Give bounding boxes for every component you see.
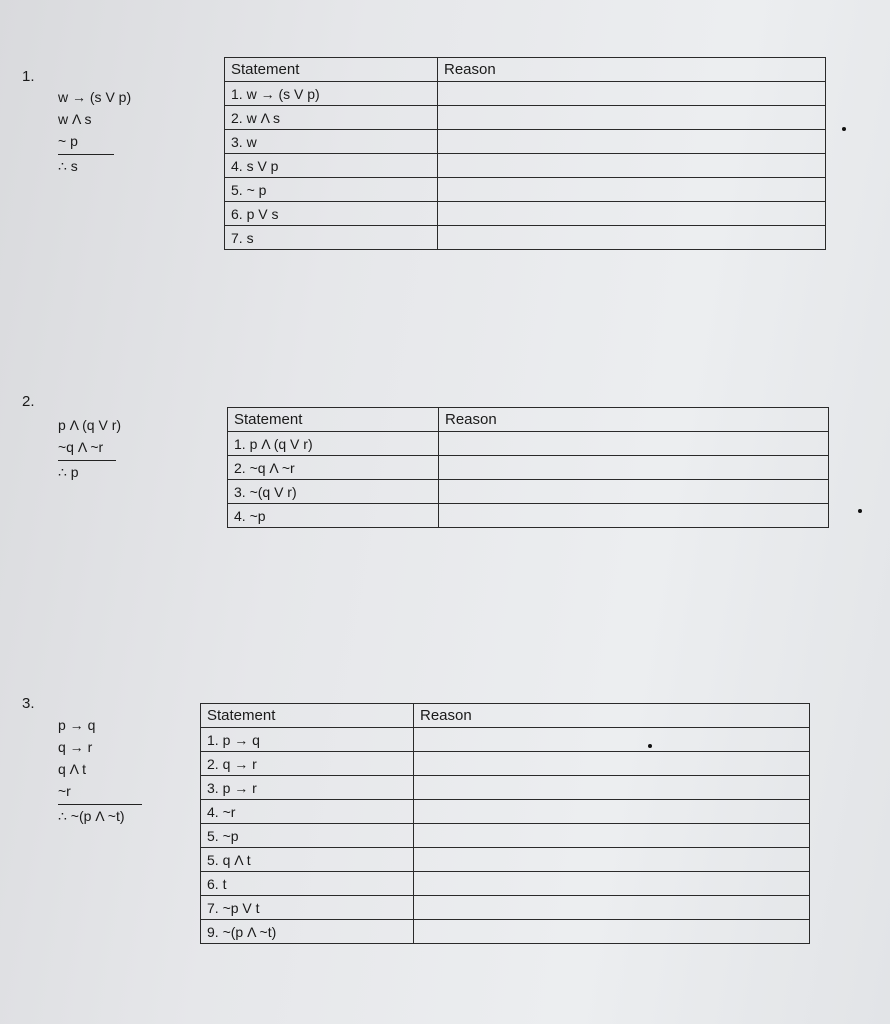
reason-cell[interactable]	[439, 504, 829, 528]
reason-cell[interactable]	[439, 456, 829, 480]
statement-cell: 1. p → q	[201, 728, 414, 752]
statement-cell: 3. w	[225, 130, 438, 154]
statement-cell: 6. t	[201, 872, 414, 896]
premise: q → r	[58, 739, 93, 755]
header-row	[228, 408, 829, 432]
statement-cell: 6. p V s	[225, 202, 438, 226]
reason-cell[interactable]	[414, 896, 810, 920]
table-row	[225, 106, 826, 130]
reason-cell[interactable]	[414, 848, 810, 872]
table-row	[201, 752, 810, 776]
proof-table	[224, 57, 826, 250]
reason-cell[interactable]	[414, 776, 810, 800]
table-row	[225, 130, 826, 154]
reason-cell[interactable]	[439, 480, 829, 504]
table-row	[228, 504, 829, 528]
stray-dot	[842, 127, 846, 131]
reason-header: Reason	[439, 408, 829, 432]
statement-cell: 7. ~p V t	[201, 896, 414, 920]
statement-cell: 2. w Λ s	[225, 106, 438, 130]
premises	[58, 714, 142, 827]
statement-cell: 5. q Λ t	[201, 848, 414, 872]
premise: ~r	[58, 783, 71, 799]
reason-cell[interactable]	[438, 106, 826, 130]
header-row	[225, 58, 826, 82]
reason-cell[interactable]	[438, 178, 826, 202]
stray-dot	[858, 509, 862, 513]
statement-cell: 2. ~q Λ ~r	[228, 456, 439, 480]
statement-cell: 7. s	[225, 226, 438, 250]
reason-cell[interactable]	[414, 872, 810, 896]
proof-table	[227, 407, 829, 528]
statement-cell: 3. p → r	[201, 776, 414, 800]
reason-cell[interactable]	[438, 154, 826, 178]
reason-cell[interactable]	[438, 226, 826, 250]
statement-cell: 1. w → (s V p)	[225, 82, 438, 106]
statement-header: Statement	[201, 704, 414, 728]
table-row	[201, 896, 810, 920]
table-row	[228, 432, 829, 456]
problem-number: 3.	[22, 695, 35, 712]
premise: p → q	[58, 717, 96, 733]
table-row	[228, 480, 829, 504]
statement-cell: 4. ~r	[201, 800, 414, 824]
problem-number: 2.	[22, 393, 35, 410]
table-row	[225, 226, 826, 250]
premise: w Λ s	[58, 111, 92, 127]
reason-cell[interactable]	[414, 752, 810, 776]
reason-cell[interactable]	[414, 920, 810, 944]
problem-number: 1.	[22, 68, 35, 85]
statement-cell: 1. p Λ (q V r)	[228, 432, 439, 456]
premises	[58, 86, 131, 177]
table-row	[225, 178, 826, 202]
statement-cell: 4. s V p	[225, 154, 438, 178]
proof-table	[200, 703, 810, 944]
table-row	[201, 728, 810, 752]
table-row	[201, 776, 810, 800]
table-row	[201, 872, 810, 896]
statement-header: Statement	[225, 58, 438, 82]
reason-cell[interactable]	[414, 800, 810, 824]
conclusion: ∴ s	[58, 154, 114, 177]
table-row	[201, 800, 810, 824]
reason-cell[interactable]	[439, 432, 829, 456]
premise: q Λ t	[58, 761, 87, 777]
reason-cell[interactable]	[438, 202, 826, 226]
statement-cell: 5. ~p	[201, 824, 414, 848]
header-row	[201, 704, 810, 728]
premise: p Λ (q V r)	[58, 417, 122, 433]
table-row	[201, 848, 810, 872]
statement-header: Statement	[228, 408, 439, 432]
premise: w → (s V p)	[58, 89, 132, 105]
premise: ~ p	[58, 133, 78, 149]
table-row	[225, 82, 826, 106]
statement-cell: 5. ~ p	[225, 178, 438, 202]
table-row	[225, 154, 826, 178]
reason-header: Reason	[438, 58, 826, 82]
table-row	[201, 920, 810, 944]
stray-dot	[648, 744, 652, 748]
reason-cell[interactable]	[438, 82, 826, 106]
premise: ~q Λ ~r	[58, 439, 104, 455]
reason-cell[interactable]	[438, 130, 826, 154]
statement-cell: 3. ~(q V r)	[228, 480, 439, 504]
table-row	[201, 824, 810, 848]
reason-cell[interactable]	[414, 728, 810, 752]
statement-cell: 9. ~(p Λ ~t)	[201, 920, 414, 944]
statement-cell: 2. q → r	[201, 752, 414, 776]
reason-header: Reason	[414, 704, 810, 728]
table-row	[225, 202, 826, 226]
conclusion: ∴ p	[58, 460, 116, 483]
conclusion: ∴ ~(p Λ ~t)	[58, 804, 142, 827]
reason-cell[interactable]	[414, 824, 810, 848]
statement-cell: 4. ~p	[228, 504, 439, 528]
premises	[58, 414, 121, 483]
table-row	[228, 456, 829, 480]
